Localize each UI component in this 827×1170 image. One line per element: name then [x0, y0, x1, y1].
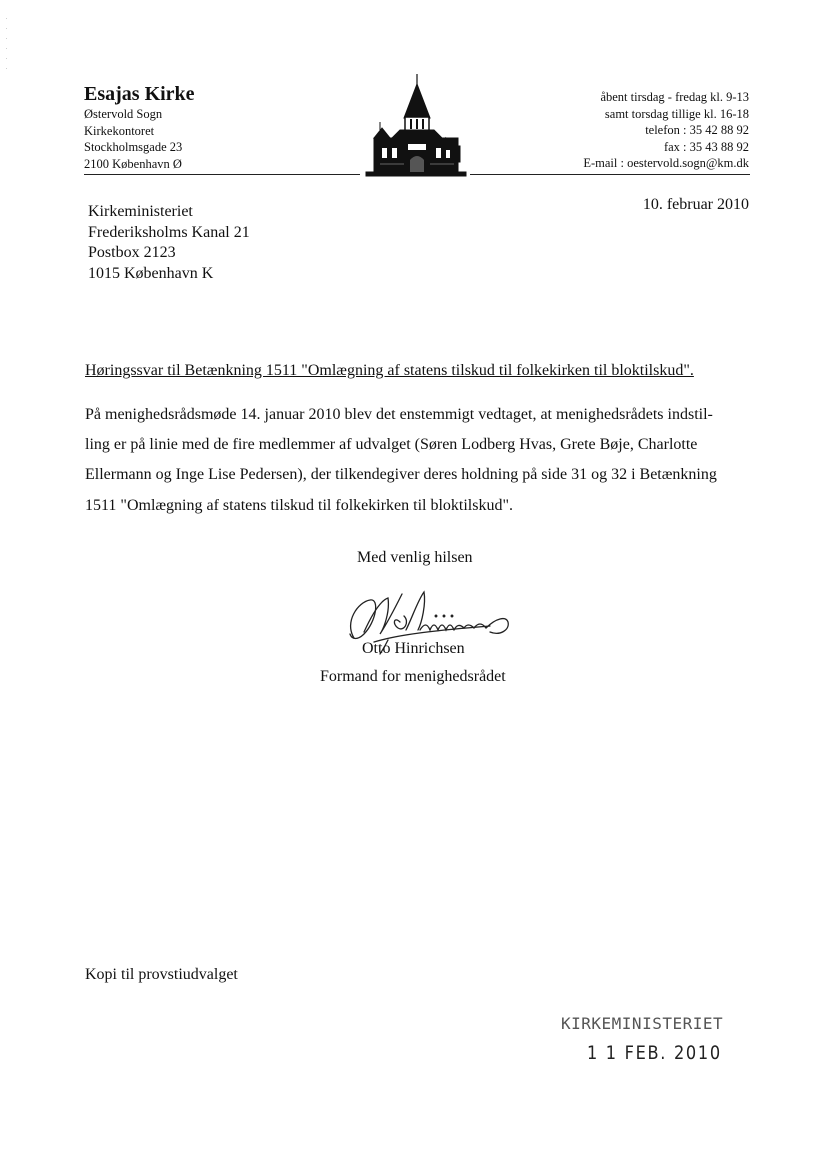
recipient-line: Postbox 2123: [88, 244, 176, 261]
letter-subject: Høringssvar til Betænkning 1511 "Omlægning af statens tilskud til folkekirken til bloktilskud".: [85, 362, 694, 379]
header-rule-right: [470, 174, 750, 175]
signer-name: Otto Hinrichsen: [362, 640, 465, 657]
church-name: Esajas Kirke: [84, 83, 195, 105]
body-line: 1511 "Omlægning af statens tilskud til folkekirken til bloktilskud".: [85, 496, 513, 514]
scan-edge-marks: [6, 18, 8, 78]
body-line: ling er på linie med de fire medlemmer af udvalget (Søren Lodberg Hvas, Grete Bøje, Charlotte: [85, 436, 698, 454]
letter-date: 10. februar 2010: [642, 196, 749, 213]
letter-body: [85, 400, 745, 521]
copy-note: Kopi til provstiudvalget: [85, 966, 238, 983]
contact-line: fax : 35 43 88 92: [663, 139, 749, 154]
contact-line: telefon : 35 42 88 92: [645, 123, 749, 137]
contact-line: E-mail : oestervold.sogn@km.dk: [583, 156, 749, 170]
header-rule-left: [84, 174, 360, 175]
signer-role: Formand for menighedsrådet: [320, 668, 506, 685]
receipt-stamp-title: KIRKEMINISTERIET: [561, 1014, 724, 1033]
sender-line: 2100 København Ø: [84, 156, 182, 171]
contact-line: samt torsdag tillige kl. 16-18: [604, 106, 749, 121]
letter-closing: Med venlig hilsen: [357, 549, 473, 566]
sender-line: Stockholmsgade 23: [84, 140, 183, 154]
body-line: På menighedsrådsmøde 14. januar 2010 blev det enstemmigt vedtaget, at menighedsrådets indstil-: [85, 406, 713, 423]
sender-line: Kirkekontoret: [84, 123, 155, 138]
sender-address: [84, 106, 182, 172]
recipient-address: [88, 202, 250, 284]
receipt-stamp-date: 1 1 FEB. 2010: [587, 1042, 722, 1064]
recipient-line: Kirkeministeriet: [88, 203, 193, 220]
recipient-line: Frederiksholms Kanal 21: [88, 223, 250, 241]
church-icon: [360, 72, 472, 180]
office-hours-contact: [583, 89, 749, 172]
recipient-line: 1015 København K: [88, 264, 214, 282]
body-line: Ellermann og Inge Lise Pedersen), der tilkendegiver deres holdning på side 31 og 32 i Betænkning: [85, 466, 717, 484]
contact-line: åbent tirsdag - fredag kl. 9-13: [600, 90, 749, 104]
sender-line: Østervold Sogn: [84, 107, 163, 121]
